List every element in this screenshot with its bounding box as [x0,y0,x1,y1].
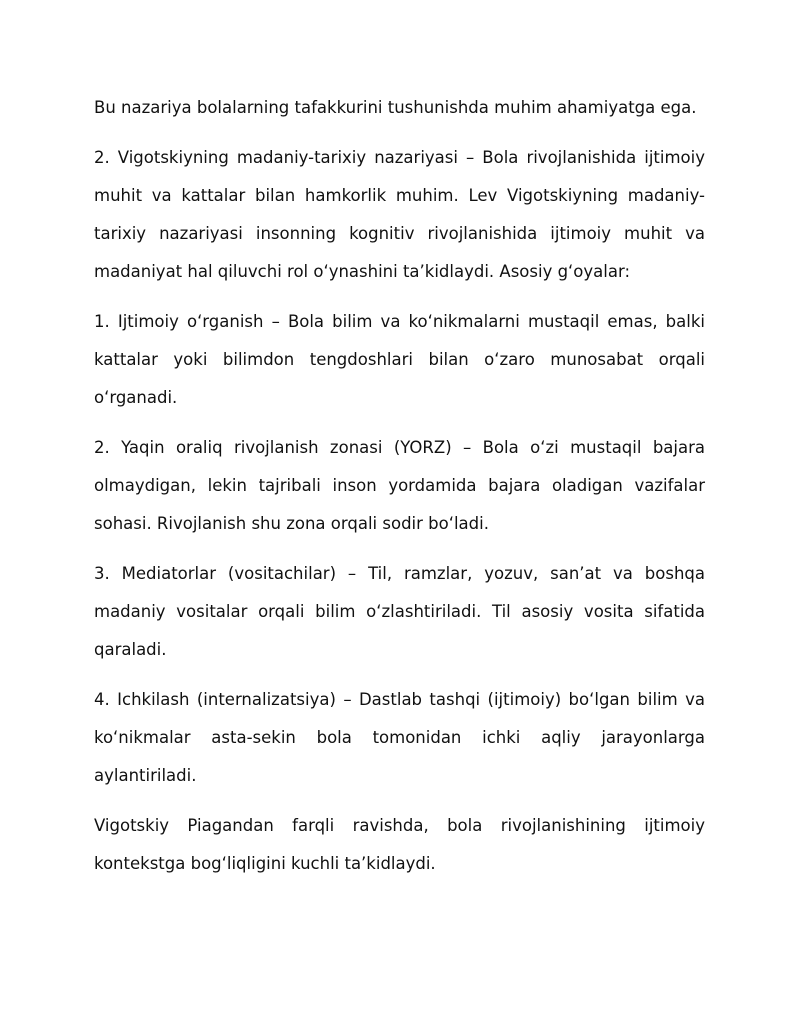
paragraph-conclusion: Vigotskiy Piagandan farqli ravishda, bola rivojlanishining ijtimoiy kontekstga bogʻliqligini kuchli ta’kidlaydi. [94,816,705,873]
paragraph-social-learning: 1. Ijtimoiy oʻrganish – Bola bilim va koʻnikmalarni mustaqil emas, balki kattalar yoki bilimdon tengdoshlari bilan oʻzaro munosabat orqali oʻrganadi. [94,312,705,407]
paragraph-mediators: 3. Mediatorlar (vositachilar) – Til, ramzlar, yozuv, san’at va boshqa madaniy vositalar orqali bilim oʻzlashtiriladi. Til asosiy vosita sifatida qaraladi. [94,564,705,659]
paragraph-internalization: 4. Ichkilash (internalizatsiya) – Dastlab tashqi (ijtimoiy) boʻlgan bilim va koʻnikmalar asta-sekin bola tomonidan ichki aqliy jarayonlarga aylantiriladi. [94,690,705,785]
document-page [94,89,705,895]
paragraph-intro: Bu nazariya bolalarning tafakkurini tushunishda muhim ahamiyatga ega. [94,98,697,117]
paragraph-vygotsky-theory: 2. Vigotskiyning madaniy-tarixiy nazariyasi – Bola rivojlanishida ijtimoiy muhit va kattalar bilan hamkorlik muhim. Lev Vigotskiyning madaniy-tarixiy nazariyasi insonning kognitiv rivojlanishida ijtimoiy muhit va madaniyat hal qiluvchi rol oʻynashini ta’kidlaydi. Asosiy gʻoyalar: [94,148,705,281]
paragraph-zpd: 2. Yaqin oraliq rivojlanish zonasi (YORZ) – Bola oʻzi mustaqil bajara olmaydigan, lekin tajribali inson yordamida bajara oladigan vazifalar sohasi. Rivojlanish shu zona orqali sodir boʻladi. [94,438,705,533]
